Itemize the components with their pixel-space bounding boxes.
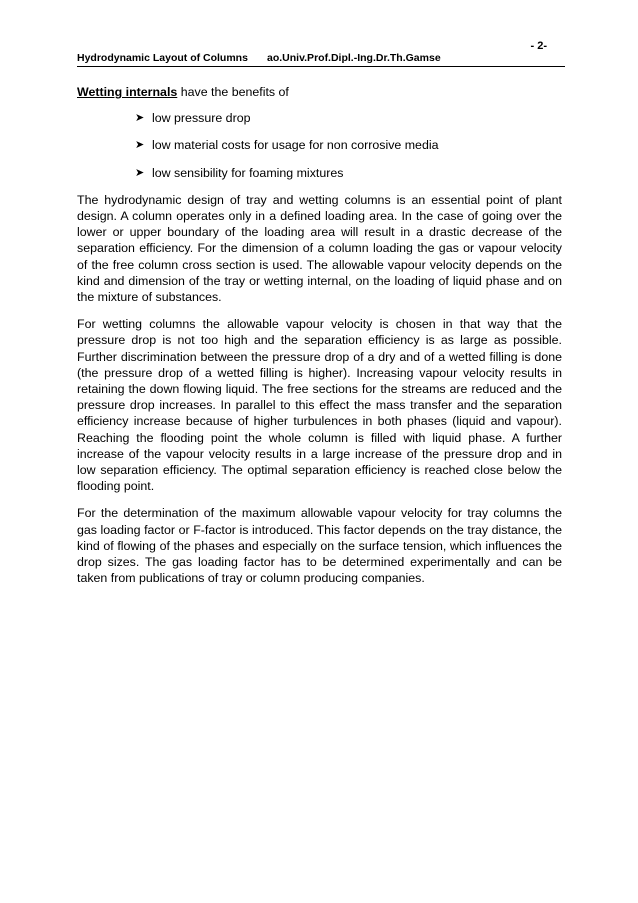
list-item-text: low sensibility for foaming mixtures xyxy=(152,165,344,180)
benefits-list xyxy=(77,110,562,181)
list-item-text: low pressure drop xyxy=(152,111,251,126)
paragraph-tray-columns: For the determination of the maximum allowable vapour velocity for tray columns the gas loading factor or F-factor is introduced. This factor depends on the tray distance, the kind of flowing of the phases and especially on the surface tension, which influences the drop sizes. The gas loading factor has to be determined experimentally and can be taken from publications of tray or column producing companies. xyxy=(77,506,562,586)
paragraph-wetting-columns: For wetting columns the allowable vapour velocity is chosen in that way that the pressure drop is not too high and the separation efficiency is as large as possible. Further discrimination between the pressure drop of a dry and of a wetted filling is done (the pressure drop of a wetted filling is higher). Increasing vapour velocity results in retaining the down flowing liquid. The free sections for the streams are reduced and the pressure drop increases. In parallel to this effect the mass transfer and the separation efficiency increase because of higher turbulences in both phases (liquid and vapour). Reaching the flooding point the whole column is filled with liquid phase. A further increase of the vapour velocity results in a large increase of the pressure drop and in low separation efficiency. The optimal separation efficiency is reached close below the flooding point. xyxy=(77,317,562,494)
list-item xyxy=(77,110,562,126)
page-number: - 2- xyxy=(530,40,547,52)
intro-term: Wetting internals xyxy=(77,85,178,99)
arrow-bullet-icon: ➤ xyxy=(135,166,145,179)
intro-rest: have the benefits of xyxy=(177,85,289,99)
document-title: Hydrodynamic Layout of Columns xyxy=(77,52,248,64)
paragraph-design: The hydrodynamic design of tray and wetting columns is an essential point of plant design. A column operates only in a defined loading area. In the case of going over the lower or upper boundary of the loading area will result in a drastic decrease of the separation efficiency. For the dimension of a column loading the gas or vapour velocity of the free column cross section is used. The allowable vapour velocity depends on the kind and dimension of the tray or wetting internal, on the loading of liquid phase and on the mixture of substances. xyxy=(77,192,562,305)
page-header xyxy=(77,40,565,67)
list-item xyxy=(77,165,562,181)
arrow-bullet-icon: ➤ xyxy=(135,139,145,152)
author-name: ao.Univ.Prof.Dipl.-Ing.Dr.Th.Gamse xyxy=(267,52,441,64)
body-text xyxy=(77,84,562,597)
arrow-bullet-icon: ➤ xyxy=(135,112,145,125)
list-item-text: low material costs for usage for non corrosive media xyxy=(152,138,439,153)
list-item xyxy=(77,137,562,153)
intro-sentence xyxy=(77,84,562,100)
